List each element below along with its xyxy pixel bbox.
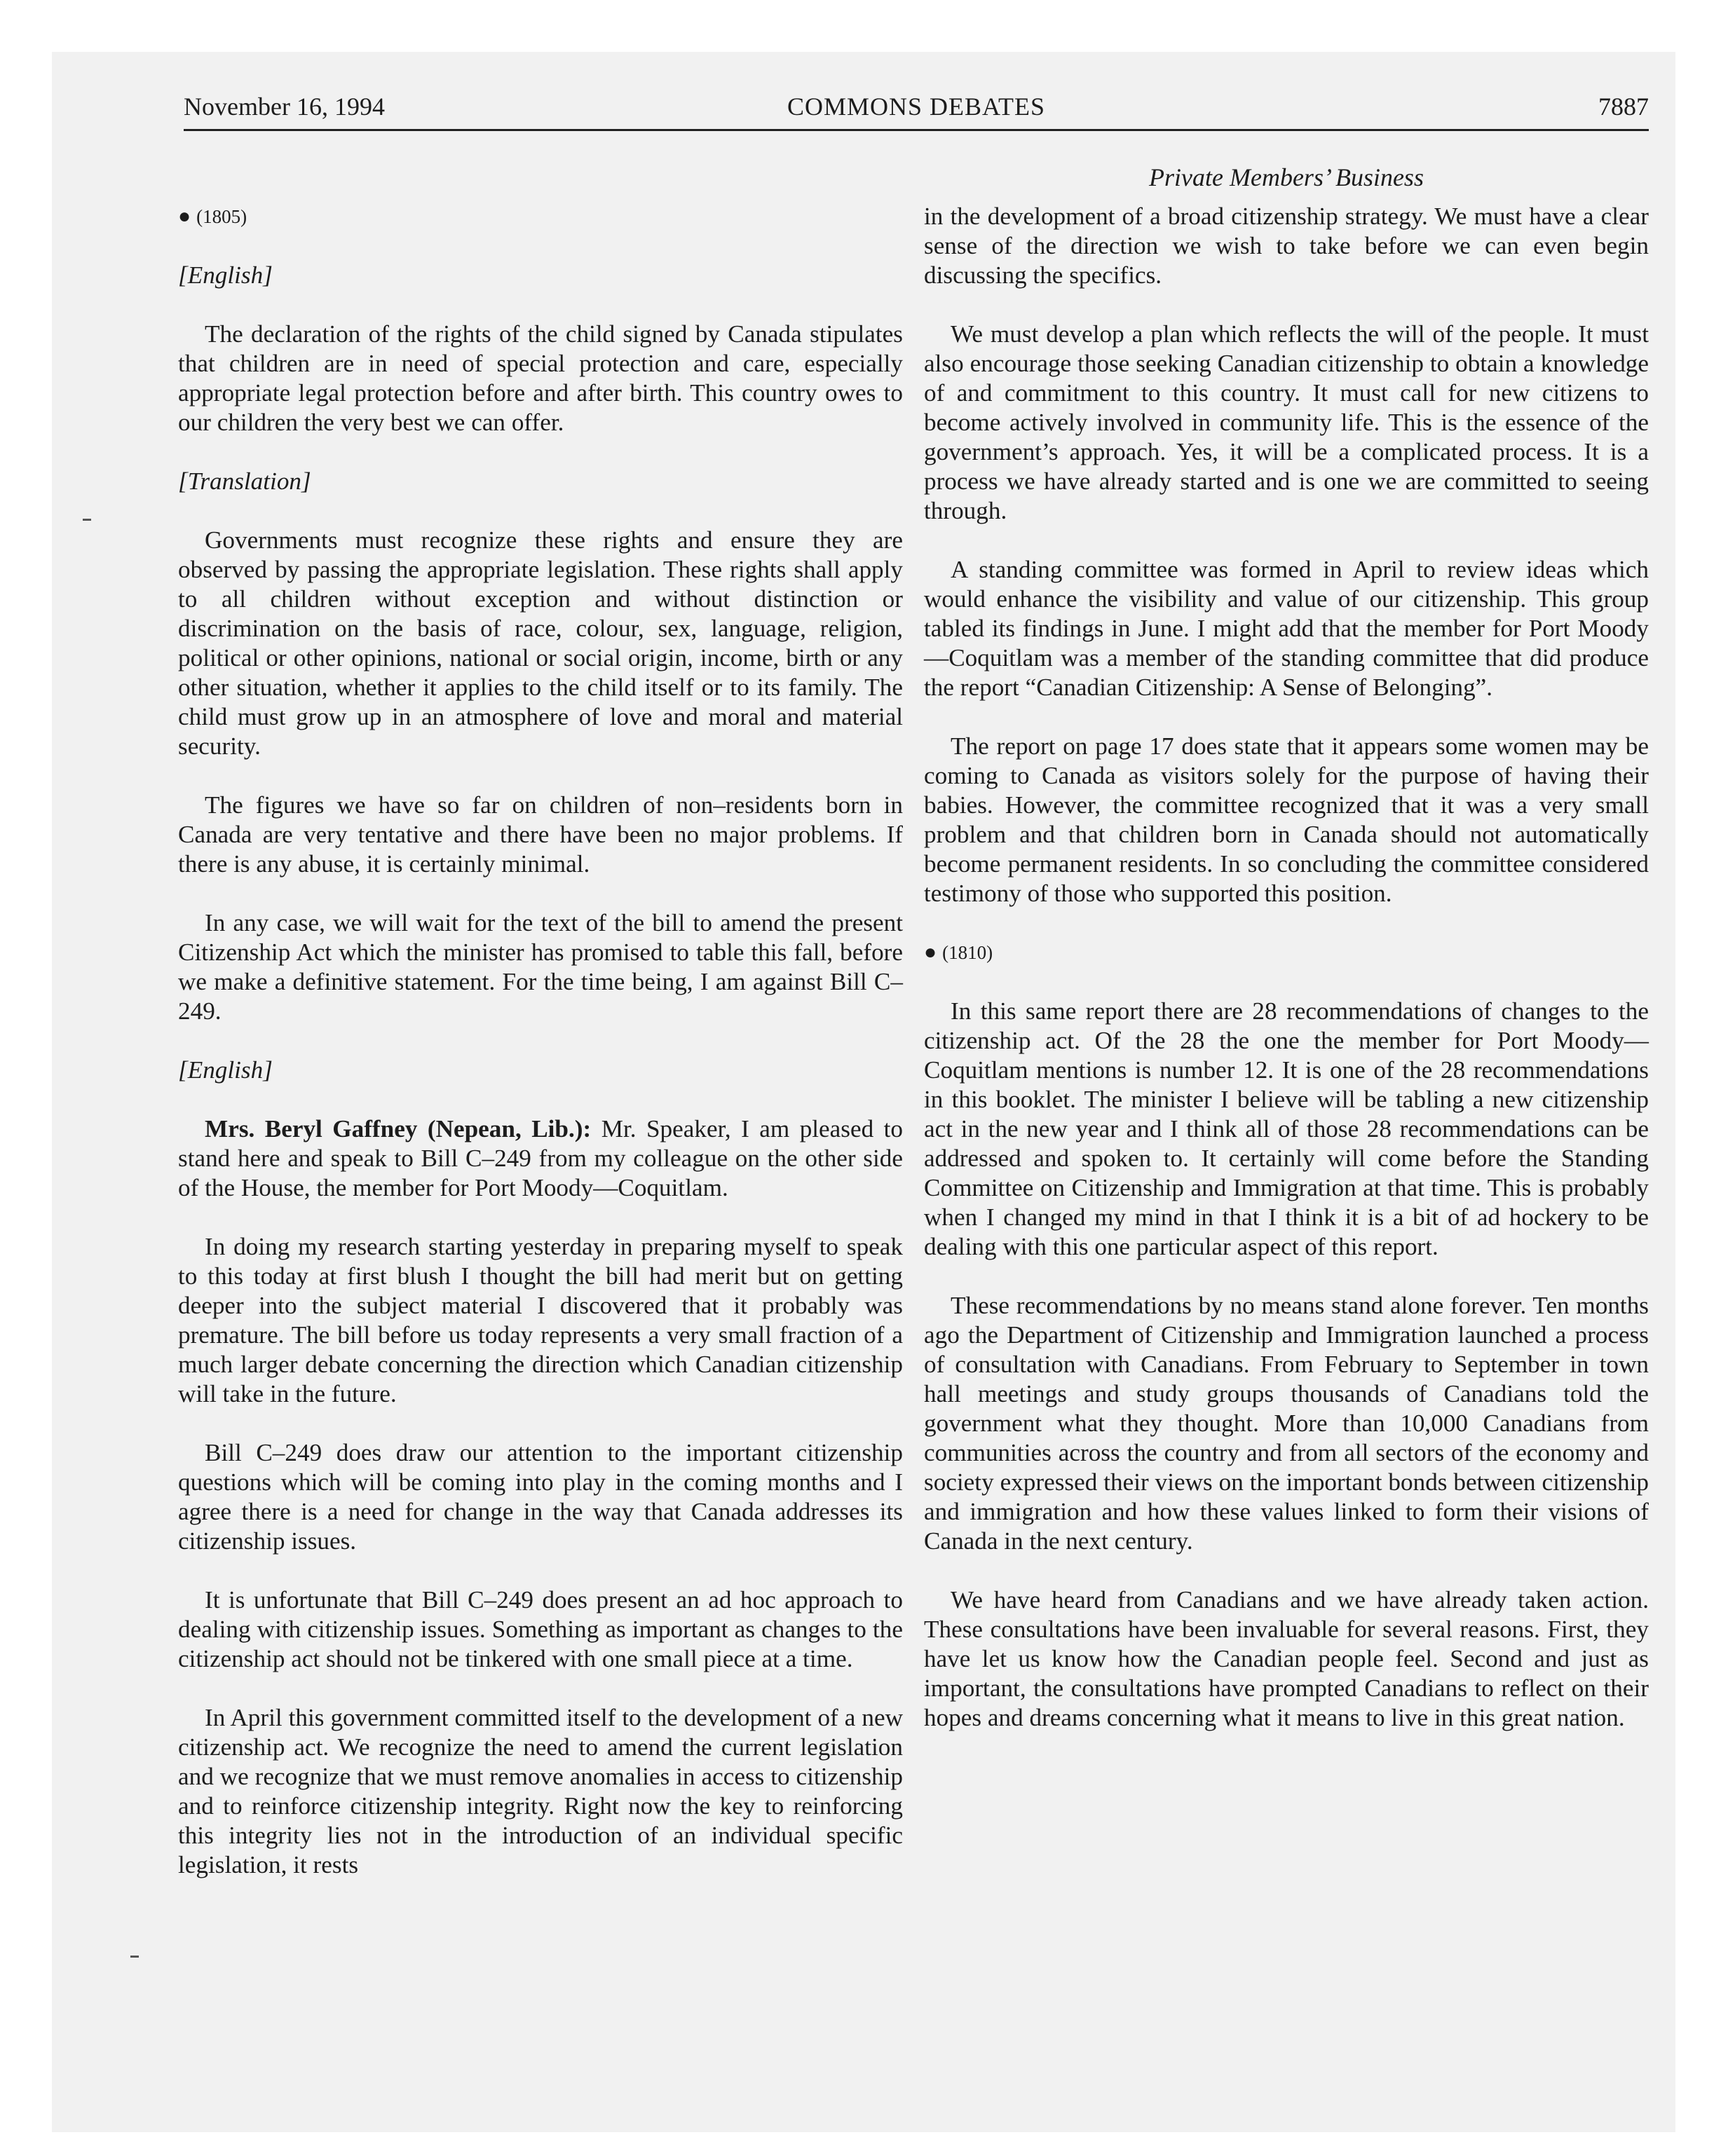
header-date: November 16, 1994 bbox=[184, 93, 385, 121]
paragraph-continued: in the development of a broad citizenship strategy. We must have a clear sense of the direction we wish to take before we can even begin discussing the specifics. bbox=[924, 203, 1649, 289]
paragraph: The declaration of the rights of the child signed by Canada stipulates that children are in need of special protection and care, especially appropriate legal protection before and after birth. This country owes to our children the very best we can offer. bbox=[178, 320, 903, 436]
paragraph: In April this government committed itself to the development of a new citizenship act. We recognize the need to amend the current legislation and we recognize that we must remove anomalies in access to citizenship and to reinforce citizenship integrity. Right now the key to reinforcing this integrity lies not in the introduction of an individual specific legislation, it rests bbox=[178, 1704, 903, 1878]
time-marker bbox=[178, 202, 903, 231]
left-column bbox=[178, 202, 903, 1909]
time-marker bbox=[924, 938, 1649, 967]
margin-mark bbox=[130, 1956, 139, 1958]
language-note: [English] bbox=[178, 261, 273, 289]
header-rule bbox=[184, 129, 1649, 131]
right-column bbox=[924, 202, 1649, 1762]
paragraph: In this same report there are 28 recommendations of changes to the citizenship act. Of the 28 the one the member for Port Moody—Coquitlam mentions is number 12. It is one of the 28 recommendations in this booklet. The minister I believe will be tabling a new citizenship act in the new year and I think all of those 28 recommendations can be addressed and spoken to. It certainly will come before the Standing Committee on Citizenship and Immigration at that time. This is probably when I changed my mind in that I think it is a bit of ad hockery to be dealing with this one particular aspect of this report. bbox=[924, 997, 1649, 1260]
bullet-icon: ● bbox=[924, 941, 937, 964]
language-note: [English] bbox=[178, 1056, 273, 1084]
paragraph: We must develop a plan which reflects the will of the people. It must also encourage those seeking Canadian citizenship to obtain a knowledge of and commitment to this country. It must call for new citizens to become actively involved in community life. This is the essence of the government’s approach. Yes, it will be a complicated process. It is a process we have already started and is one we are committed to seeing through. bbox=[924, 320, 1649, 524]
speech-text: Mr. Speaker, I am pleased to stand here and speak to Bill C–249 from my colleague on the other side of the House, the member for Port Moody—Coquitlam. bbox=[178, 1115, 903, 1201]
paragraph: The figures we have so far on children of non–residents born in Canada are very tentative and there have been no major problems. If there is any abuse, it is certainly minimal. bbox=[178, 791, 903, 878]
paragraph: Governments must recognize these rights and ensure they are observed by passing the appropriate legislation. These rights shall apply to all children without exception and without distinction or discrimination on the basis of race, colour, sex, language, religion, political or other opinions, national or social origin, income, birth or any other situation, whether it applies to the child itself or to its family. The child must grow up in an atmosphere of love and moral and material security. bbox=[178, 526, 903, 760]
header-page-number: 7887 bbox=[1598, 93, 1649, 121]
bullet-icon: ● bbox=[178, 205, 191, 228]
speaker-name: Mrs. Beryl Gaffney (Nepean, Lib.): bbox=[205, 1115, 592, 1142]
paragraph: In doing my research starting yesterday in preparing myself to speak to this today at first blush I thought the bill had merit but on getting deeper into the subject material I discovered that it probably was premature. The bill before us today represents a very small fraction of a much larger debate concerning the direction which Canadian citizenship will take in the future. bbox=[178, 1233, 903, 1407]
page-header bbox=[184, 86, 1649, 128]
header-title: COMMONS DEBATES bbox=[787, 93, 1046, 121]
paragraph: These recommendations by no means stand alone forever. Ten months ago the Department of Citizenship and Immigration launched a process of consultation with Canadians. From February to September in town hall meetings and study groups thousands of Canadians told the government what they thought. More than 10,000 Canadians from communities across the country and from all sectors of the economy and society expressed their views on the important bonds between citizenship and immigration and how these values linked to form their visions of Canada in the next century. bbox=[924, 1292, 1649, 1555]
paragraph: The report on page 17 does state that it appears some women may be coming to Canada as visitors solely for the purpose of having their babies. However, the committee recognized that it was a very small problem and that children born in Canada should not automatically become permanent residents. In so concluding the committee considered testimony of those who supported this position. bbox=[924, 732, 1649, 907]
time-marker-label: (1805) bbox=[196, 206, 247, 227]
paragraph: We have heard from Canadians and we have already taken action. These consultations have been invaluable for several reasons. First, they have let us know how the Canadian people feel. Second and just as important, the consultations have prompted Canadians to reflect on their hopes and dreams concerning what it means to live in this great nation. bbox=[924, 1586, 1649, 1731]
paragraph: In any case, we will wait for the text of the bill to amend the present Citizenship Act which the minister has promised to table this fall, before we make a definitive statement. For the time being, I am against Bill C–249. bbox=[178, 909, 903, 1025]
time-marker-label: (1810) bbox=[942, 942, 993, 963]
paragraph: It is unfortunate that Bill C–249 does present an ad hoc approach to dealing with citizenship issues. Something as important as changes to the citizenship act should not be tinkered with one small piece at a time. bbox=[178, 1586, 903, 1672]
paragraph: A standing committee was formed in April to review ideas which would enhance the visibility and value of our citizenship. This group tabled its findings in June. I might add that the member for Port Moody—Coquitlam was a member of the standing committee that did produce the report “Canadian Citizenship: A Sense of Belonging”. bbox=[924, 556, 1649, 701]
language-note: [Translation] bbox=[178, 468, 311, 495]
paragraph: Bill C–249 does draw our attention to the important citizenship questions which will be coming into play in the coming months and I agree there is a need for change in the way that Canada addresses its citizenship issues. bbox=[178, 1439, 903, 1555]
margin-mark bbox=[83, 519, 91, 521]
speaker-paragraph bbox=[178, 1114, 903, 1203]
section-heading: Private Members’ Business bbox=[1149, 163, 1424, 191]
